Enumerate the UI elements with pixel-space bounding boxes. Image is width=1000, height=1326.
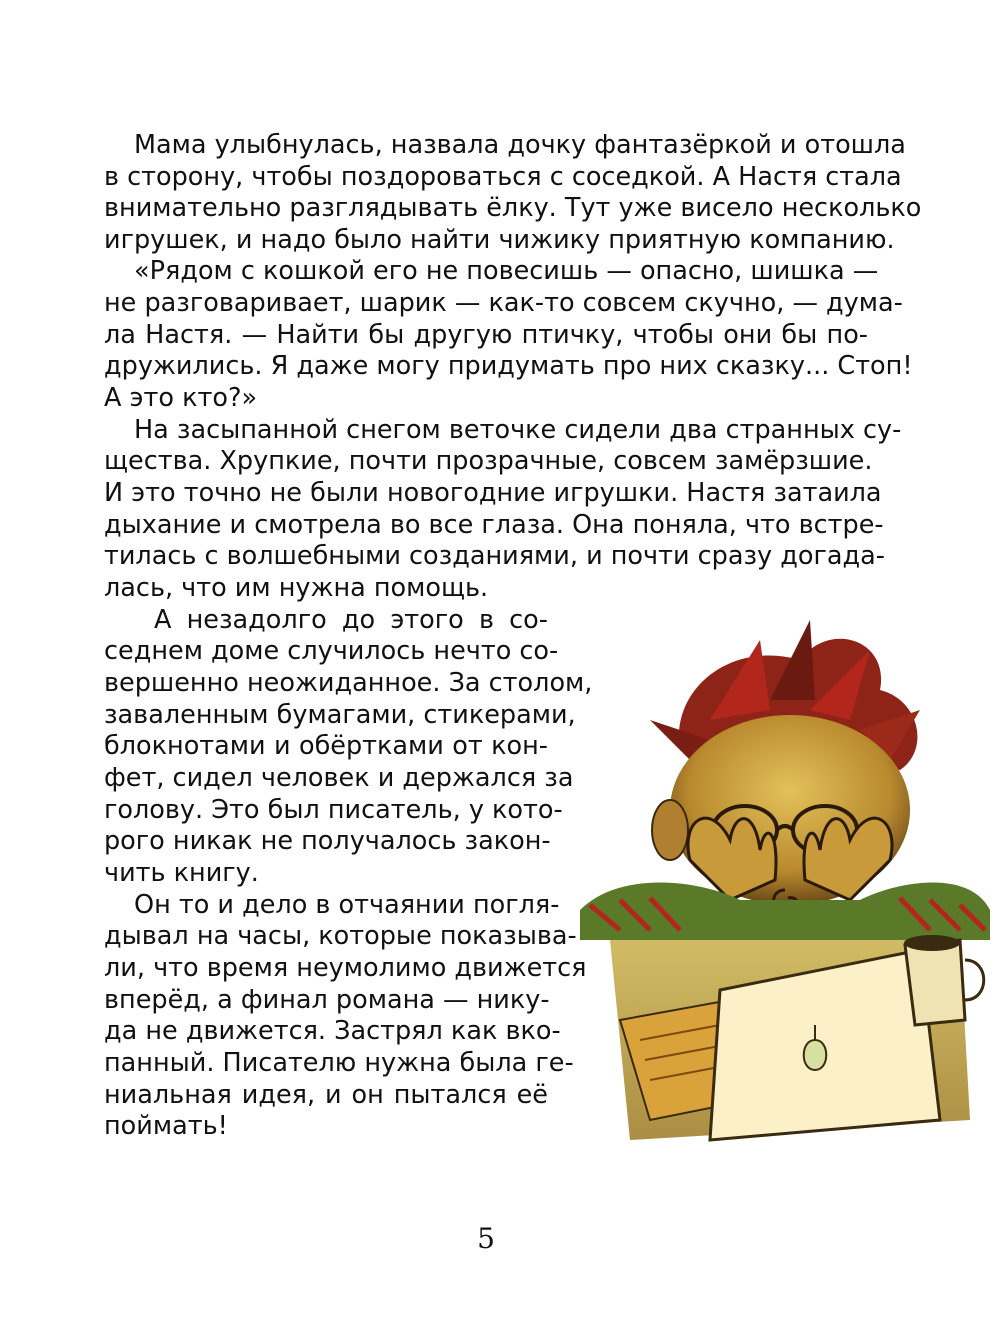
text-line: Мама улыбнулась, назвала дочку фантазёркой и отошла: [134, 130, 906, 160]
mug-shape: [904, 935, 984, 1025]
text-line: И это точно не были новогодние игрушки. Настя затаила: [104, 478, 882, 508]
text-line: фет, сидел человек и держался за: [104, 763, 574, 793]
text-line: не разговаривает, шарик — как-то совсем скучно, — дума-: [104, 288, 903, 318]
text-line: На засыпанной снегом веточке сидели два странных су-: [134, 415, 902, 445]
writer-at-laptop-illustration: [560, 600, 1000, 1160]
text-line: дыхание и смотрела во все глаза. Она поняла, что встре-: [104, 510, 884, 540]
text-line: чить книгу.: [104, 858, 259, 888]
text-line: ли, что время неумолимо движется: [104, 953, 587, 983]
text-line: внимательно разглядывать ёлку. Тут уже висело несколько: [104, 193, 922, 223]
text-line: лась, что им нужна помощь.: [104, 573, 489, 603]
text-line: щества. Хрупкие, почти прозрачные, совсем замёрзшие.: [104, 446, 873, 476]
text-line: вперёд, а финал романа — нику-: [104, 985, 550, 1015]
text-line: дружились. Я даже могу придумать про них сказку... Стоп!: [104, 351, 913, 381]
text-line: панный. Писателю нужна была ге-: [104, 1048, 574, 1078]
text-line: да не движется. Застрял как вко-: [104, 1016, 561, 1046]
text-line: ла Настя. — Найти бы другую птичку, чтобы они бы по-: [104, 320, 868, 350]
ear-shape: [652, 800, 688, 860]
text-line: А незадолго до этого в со-: [154, 605, 548, 635]
text-line: блокнотами и обёртками от кон-: [104, 731, 548, 761]
text-line: дывал на часы, которые показыва-: [104, 921, 577, 951]
page-number: 5: [477, 1222, 495, 1255]
text-line: Он то и дело в отчаянии погля-: [134, 890, 560, 920]
text-line: поймать!: [104, 1111, 228, 1141]
text-line: рого никак не получалось закон-: [104, 826, 551, 856]
text-line: ниальная идея, и он пытался её: [104, 1080, 548, 1110]
text-line: вершенно неожиданное. За столом,: [104, 668, 593, 698]
text-line: в сторону, чтобы поздороваться с соседкой. А Настя стала: [104, 162, 902, 192]
text-line: голову. Это был писатель, у кото-: [104, 795, 563, 825]
text-line: игрушек, и надо было найти чижику приятную компанию.: [104, 225, 895, 255]
text-line: А это кто?»: [104, 383, 258, 413]
text-line: седнем доме случилось нечто со-: [104, 636, 559, 666]
text-line: «Рядом с кошкой его не повесишь — опасно, шишка —: [134, 256, 879, 286]
text-line: тилась с волшебными созданиями, и почти сразу догада-: [104, 541, 885, 571]
text-line: заваленным бумагами, стикерами,: [104, 700, 576, 730]
